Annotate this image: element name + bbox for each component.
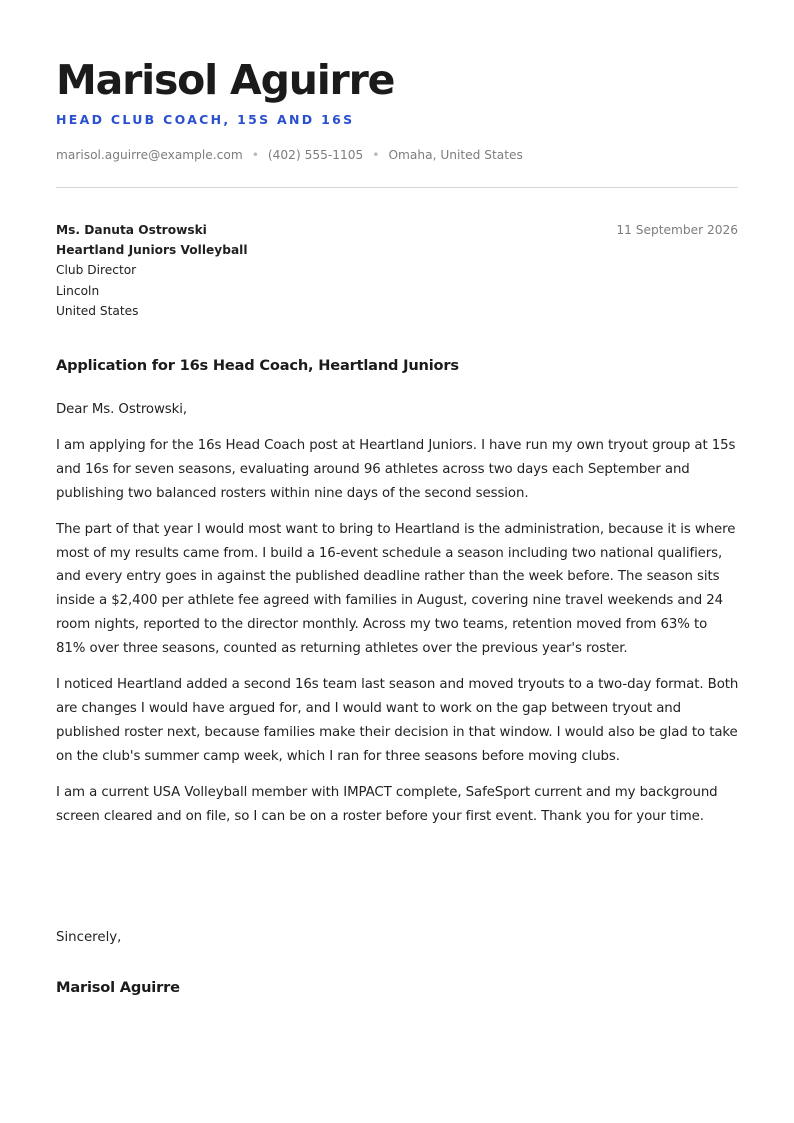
recipient-block (56, 220, 248, 321)
recipient-country: United States (56, 303, 139, 318)
contact-separator: • (372, 148, 380, 162)
salutation: Dear Ms. Ostrowski, (56, 402, 188, 417)
contact-email: marisol.aguirre@example.com (56, 148, 243, 162)
recipient-organization: Heartland Juniors Volleyball (56, 243, 248, 258)
body-paragraph: I noticed Heartland added a second 16s team last season and moved tryouts to a two-day format. Both are changes I would have argued for, and I would want to work on the gap between tryout and published roster next, because families make their decision in that window. I would also be glad to take on the club's summer camp week, which I ran for three seasons before moving clubs. (56, 677, 739, 764)
body-paragraph: The part of that year I would most want to bring to Heartland is the administration, because it is where most of my results came from. I build a 16-event schedule a season including two national qualifiers, and every entry goes in against the published deadline rather than the week before. The season sits inside a $2,400 per athlete fee agreed with families in August, covering nine travel weekends and 24 room nights, reported to the director monthly. Across my two teams, retention moved from 63% to 81% over three seasons, counted as returning athletes over the previous year's roster. (56, 521, 736, 657)
letter-date: 11 September 2026 (616, 223, 738, 237)
recipient-title: Club Director (56, 263, 137, 278)
recipient-name: Ms. Danuta Ostrowski (56, 223, 207, 237)
applicant-name: Marisol Aguirre (56, 56, 395, 104)
applicant-role: HEAD CLUB COACH, 15S AND 16S (56, 112, 355, 127)
contact-separator: • (251, 148, 259, 162)
contact-line (56, 147, 523, 163)
letter-subject: Application for 16s Head Coach, Heartland Juniors (56, 357, 459, 374)
body-paragraph: I am applying for the 16s Head Coach post at Heartland Juniors. I have run my own tryout group at 15s and 16s for seven seasons, evaluating around 96 athletes across two days each September and publishing two balanced rosters within nine days of the second session. (56, 437, 736, 501)
contact-location: Omaha, United States (388, 148, 523, 162)
header-divider (56, 187, 738, 188)
letter-body (56, 398, 740, 841)
letter-closing: Sincerely, (56, 930, 122, 945)
signature-name: Marisol Aguirre (56, 979, 180, 996)
contact-phone: (402) 555-1105 (267, 148, 364, 162)
recipient-city: Lincoln (56, 283, 100, 298)
body-paragraph: I am a current USA Volleyball member with IMPACT complete, SafeSport current and my background screen cleared and on file, so I can be on a roster before your first event. Thank you for your time. (56, 784, 718, 824)
